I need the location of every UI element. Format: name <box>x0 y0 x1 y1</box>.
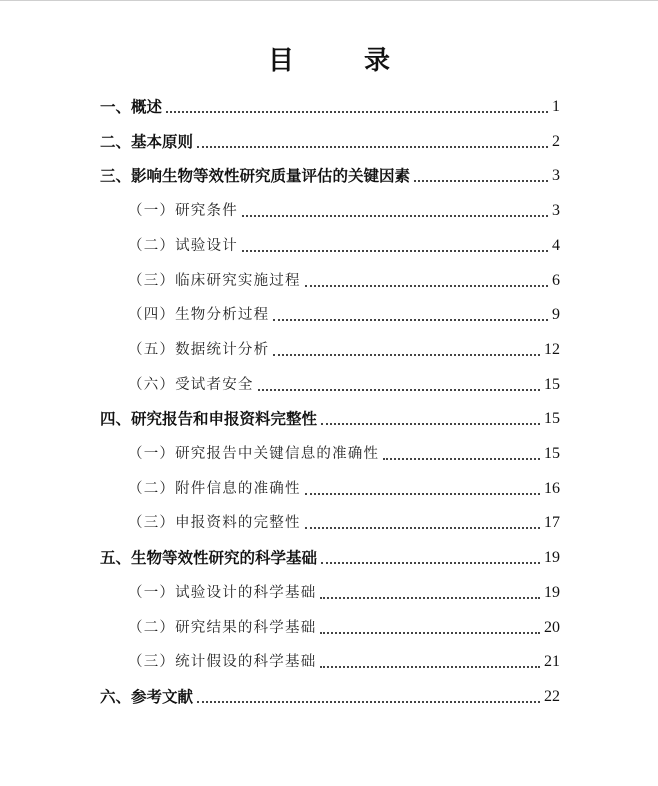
toc-page-number: 15 <box>544 375 560 393</box>
toc-entry-label: 一、概述 <box>100 98 163 116</box>
toc-entry-label: （三）统计假设的科学基础 <box>128 654 317 671</box>
toc-entry-label: 四、研究报告和申报资料完整性 <box>100 410 318 429</box>
toc-page-number: 15 <box>544 445 560 462</box>
toc-entry-label: （一）试验设计的科学基础 <box>128 584 317 601</box>
toc-entry-label: 二、基本原则 <box>100 132 194 151</box>
dot-leader <box>273 319 548 321</box>
toc-entry-label: （三）申报资料的完整性 <box>128 515 301 532</box>
toc-entry-section[interactable] <box>100 123 560 153</box>
toc-page-number: 2 <box>552 132 560 150</box>
toc-page-number: 15 <box>544 410 560 428</box>
toc-page-number: 21 <box>544 653 560 671</box>
toc-entry-subsection[interactable] <box>128 192 560 222</box>
toc-entry-label: （二）研究结果的科学基础 <box>128 619 317 636</box>
toc-entry-label: （四）生物分析过程 <box>128 307 270 324</box>
dot-leader <box>305 527 540 529</box>
toc-entry-subsection[interactable] <box>128 609 560 639</box>
toc-page-number: 1 <box>552 98 560 115</box>
toc-entry-label: （五）数据统计分析 <box>128 341 270 358</box>
toc-entry-subsection[interactable] <box>128 643 560 673</box>
toc-entry-section[interactable] <box>100 400 560 430</box>
toc-entry-subsection[interactable] <box>128 331 560 361</box>
toc-page-number: 3 <box>552 202 560 220</box>
toc-entry-label: 五、生物等效性研究的科学基础 <box>100 549 318 568</box>
toc-entry-label: 三、影响生物等效性研究质量评估的关键因素 <box>100 167 411 186</box>
toc-entry-label: （二）附件信息的准确性 <box>128 480 301 497</box>
toc-entry-subsection[interactable] <box>128 366 560 396</box>
toc-entry-subsection[interactable] <box>128 262 560 292</box>
toc-page-number: 4 <box>552 236 560 254</box>
toc-entry-subsection[interactable] <box>128 504 560 534</box>
dot-leader <box>320 666 540 668</box>
toc-entry-label: （一）研究条件 <box>128 203 238 220</box>
toc-entry-section[interactable] <box>100 539 560 569</box>
top-border <box>0 0 658 1</box>
toc-page-number: 6 <box>552 271 560 289</box>
toc-entry-label: （二）试验设计 <box>128 237 238 254</box>
toc-page-number: 19 <box>544 583 560 601</box>
dot-leader <box>321 423 540 425</box>
dot-leader <box>321 562 540 564</box>
toc-entry-subsection[interactable] <box>128 470 560 500</box>
dot-leader <box>320 597 540 599</box>
dot-leader <box>197 146 548 148</box>
dot-leader <box>273 354 540 356</box>
toc-page-number: 19 <box>544 549 560 567</box>
toc-page-number: 9 <box>552 306 560 324</box>
dot-leader <box>242 215 548 217</box>
toc-entry-label: （六）受试者安全 <box>128 376 254 393</box>
toc-entry-subsection[interactable] <box>128 574 560 604</box>
toc-entry-subsection[interactable] <box>128 296 560 326</box>
toc-entry-label: 六、参考文献 <box>100 687 194 706</box>
toc-entry-section[interactable] <box>100 88 560 118</box>
dot-leader <box>383 458 540 460</box>
toc-entry-section[interactable] <box>100 678 560 708</box>
toc-page-number: 22 <box>544 687 560 705</box>
toc-page-number: 17 <box>544 514 560 532</box>
dot-leader <box>166 111 548 113</box>
toc-page-number: 3 <box>552 167 560 185</box>
toc-page-number: 16 <box>544 479 560 497</box>
toc-entry-label: （一）研究报告中关键信息的准确性 <box>128 446 380 462</box>
toc-page-number: 12 <box>544 340 560 358</box>
dot-leader <box>242 250 548 252</box>
dot-leader <box>305 493 540 495</box>
toc-page-number: 20 <box>544 618 560 636</box>
toc-entry-section[interactable] <box>100 157 560 187</box>
toc-entry-subsection[interactable] <box>128 227 560 257</box>
toc-title: 目 录 <box>267 46 412 76</box>
dot-leader <box>258 389 540 391</box>
dot-leader <box>414 180 548 182</box>
toc-entry-subsection[interactable] <box>128 435 560 465</box>
dot-leader <box>197 701 540 703</box>
dot-leader <box>305 285 548 287</box>
toc-entry-label: （三）临床研究实施过程 <box>128 272 301 289</box>
dot-leader <box>320 632 540 634</box>
